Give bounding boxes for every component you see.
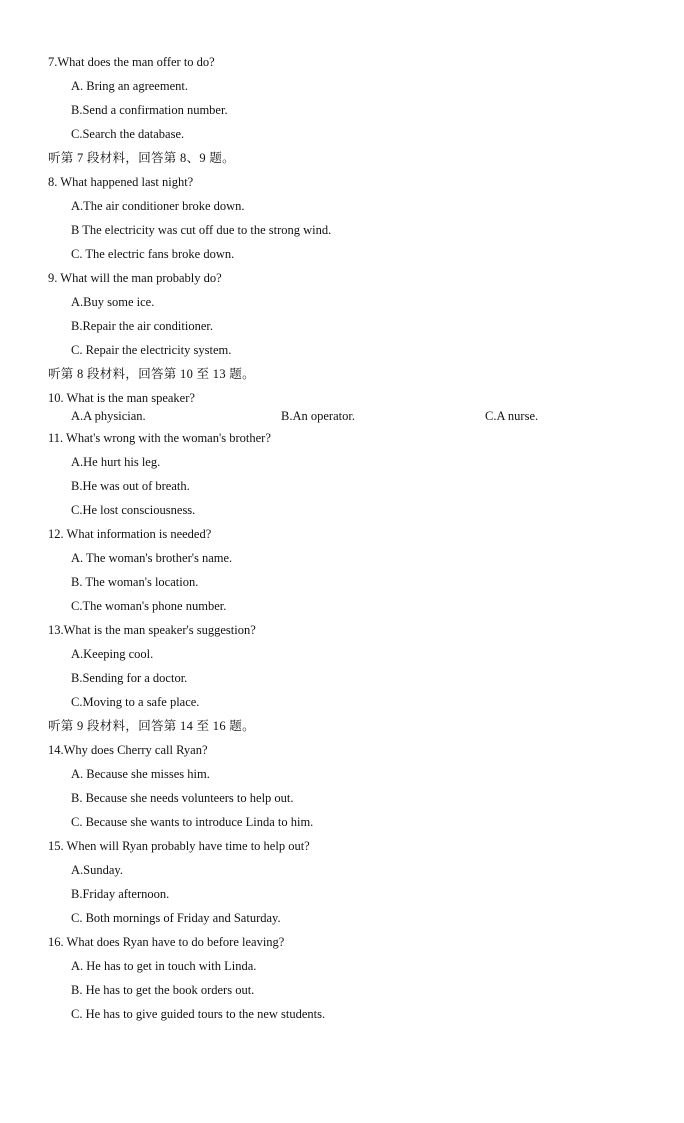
option-15c: C. Both mornings of Friday and Saturday. [71,911,281,925]
option-9a: A.Buy some ice. [71,295,155,309]
option-14a: A. Because she misses him. [71,767,210,781]
option-11a: A.He hurt his leg. [71,455,161,469]
option-16b: B. He has to get the book orders out. [71,983,255,997]
option-7c: C.Search the database. [71,127,185,141]
option-13b: B.Sending for a doctor. [71,671,188,685]
option-12c: C.The woman's phone number. [71,599,227,613]
section-heading-9: 听第 9 段材料，回答第 14 至 16 题。 [48,719,255,733]
option-12b: B. The woman's location. [71,575,199,589]
option-8b: B The electricity was cut off due to the strong wind. [71,223,332,237]
option-14b: B. Because she needs volunteers to help out. [71,791,294,805]
question-7: 7.What does the man offer to do? [48,55,215,69]
option-7b: B.Send a confirmation number. [71,103,228,117]
question-13: 13.What is the man speaker's suggestion? [48,623,256,637]
option-15b: B.Friday afternoon. [71,887,170,901]
option-13c: C.Moving to a safe place. [71,695,200,709]
option-16c: C. He has to give guided tours to the new students. [71,1007,326,1021]
question-16: 16. What does Ryan have to do before leaving? [48,935,285,949]
option-9c: C. Repair the electricity system. [71,343,232,357]
option-13a: A.Keeping cool. [71,647,154,661]
option-16a: A. He has to get in touch with Linda. [71,959,257,973]
option-11b: B.He was out of breath. [71,479,190,493]
option-14c: C. Because she wants to introduce Linda to him. [71,815,314,829]
option-9b: B.Repair the air conditioner. [71,319,213,333]
option-8a: A.The air conditioner broke down. [71,199,245,213]
question-8: 8. What happened last night? [48,175,194,189]
option-11c: C.He lost consciousness. [71,503,196,517]
section-heading-7: 听第 7 段材料，回答第 8、9 题。 [48,151,235,165]
option-10c: C.A nurse. [485,409,539,423]
question-10: 10. What is the man speaker? [48,391,195,405]
question-12: 12. What information is needed? [48,527,212,541]
question-15: 15. When will Ryan probably have time to help out? [48,839,310,853]
option-15a: A.Sunday. [71,863,123,877]
question-9: 9. What will the man probably do? [48,271,222,285]
option-8c: C. The electric fans broke down. [71,247,235,261]
question-14: 14.Why does Cherry call Ryan? [48,743,208,757]
section-heading-8: 听第 8 段材料，回答第 10 至 13 题。 [48,367,255,381]
option-12a: A. The woman's brother's name. [71,551,233,565]
option-7a: A. Bring an agreement. [71,79,188,93]
option-10a: A.A physician. [71,409,146,423]
question-11: 11. What's wrong with the woman's brother? [48,431,271,445]
option-10b: B.An operator. [281,409,355,423]
